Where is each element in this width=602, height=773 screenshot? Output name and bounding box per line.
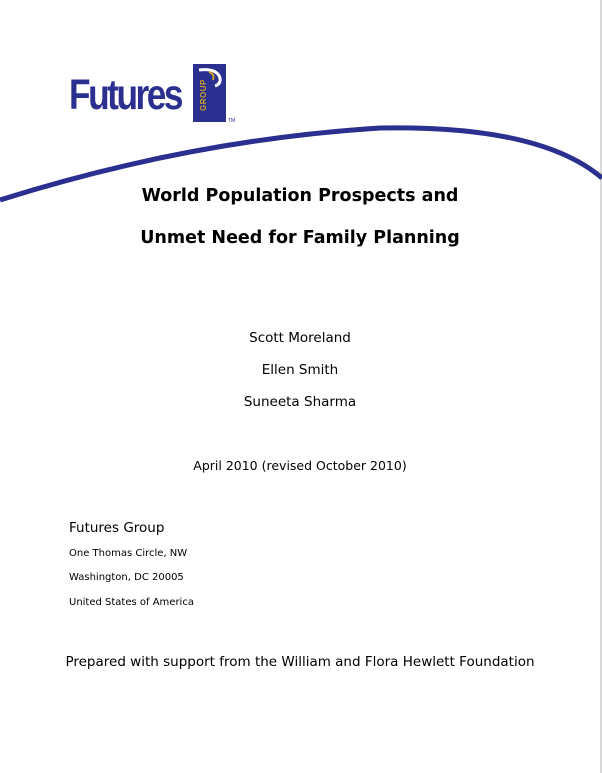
organization-name: Futures Group: [69, 520, 165, 536]
header-swoosh: [0, 0, 602, 210]
document-title-line-2: Unmet Need for Family Planning: [140, 228, 460, 248]
address-line: One Thomas Circle, NW: [69, 548, 188, 559]
author-name: Suneeta Sharma: [243, 394, 357, 410]
logo-wordmark: Futures: [69, 71, 182, 119]
support-statement: Prepared with support from the William and Flora Hewlett Foundation: [65, 654, 535, 670]
author-name: Ellen Smith: [261, 362, 339, 378]
logo-tm: TM: [228, 118, 236, 124]
publication-date: April 2010 (revised October 2010): [193, 458, 407, 473]
address-line: United States of America: [69, 597, 194, 608]
author-name: Scott Moreland: [249, 330, 351, 346]
address-line: Washington, DC 20005: [69, 572, 184, 583]
document-title-line-1: World Population Prospects and: [141, 186, 459, 206]
logo-group-text: GROUP: [199, 79, 208, 111]
